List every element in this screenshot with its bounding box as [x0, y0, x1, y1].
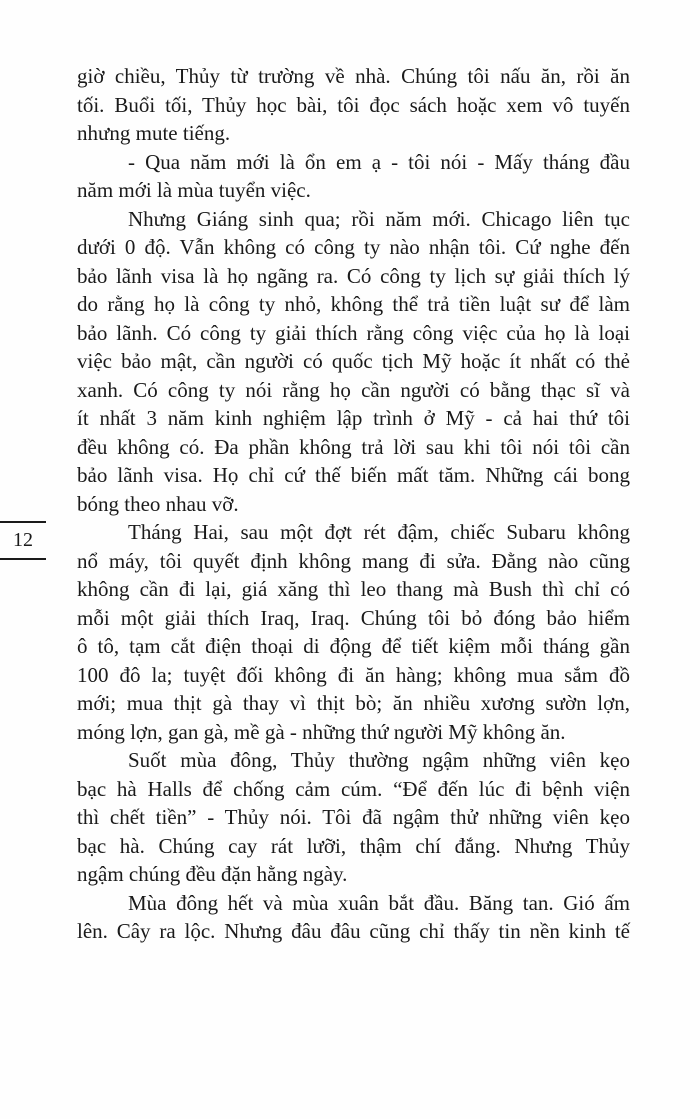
text-line: nổ máy, tôi quyết định không mang đi sửa. Đằng nào cũng [77, 548, 630, 573]
text-line: bạc hà. Chúng cay rát lưỡi, thậm chí đắng. Nhưng Thủy [77, 833, 630, 858]
text-line: bảo lãnh. Có công ty giải thích rằng công việc của họ là loại [77, 320, 630, 345]
text-line: xanh. Có công ty nói rằng họ cần người có bằng thạc sĩ và [77, 377, 630, 402]
page-number-bottom-rule [0, 558, 46, 560]
text-line: giờ chiều, Thủy từ trường về nhà. Chúng tôi nấu ăn, rồi ăn [77, 64, 630, 88]
text-line: dưới 0 độ. Vẫn không có công ty nào nhận tôi. Cứ nghe đến [77, 235, 630, 259]
paragraph-first-line: Mùa đông hết và mùa xuân bắt đầu. Băng tan. Gió ấm [128, 890, 630, 915]
text-line: năm mới là mùa tuyển việc. [77, 178, 311, 202]
text-line: ô tô, tạm cắt điện thoại di động để tiết kiệm mỗi tháng gần [77, 634, 630, 658]
text-line: do rằng họ là công ty nhỏ, không thể trả tiền luật sư để làm [77, 292, 630, 316]
text-line: thì chết tiền” - Thủy nói. Tôi đã ngậm thử những viên kẹo [77, 805, 630, 829]
page-number: 12 [13, 529, 33, 551]
paragraph-first-line: Tháng Hai, sau một đợt rét đậm, chiếc Subaru không [128, 520, 630, 544]
paragraph-first-line: - Qua năm mới là ổn em ạ - tôi nói - Mấy tháng đầu [128, 149, 630, 174]
text-line: mới; mua thịt gà thay vì thịt bò; ăn nhiều xương sườn lợn, [77, 691, 630, 715]
paragraph-first-line: Suốt mùa đông, Thủy thường ngậm những viên kẹo [128, 748, 630, 772]
text-line: tối. Buổi tối, Thủy học bài, tôi đọc sách hoặc xem vô tuyến [77, 92, 630, 117]
text-line: bảo lãnh visa là họ ngãng ra. Có công ty lịch sự giải thích lý [77, 263, 630, 288]
text-line: ít nhất 3 năm kinh nghiệm lập trình ở Mỹ - cả hai thứ tôi [77, 406, 630, 430]
text-line: lên. Cây ra lộc. Nhưng đâu đâu cũng chỉ thấy tin nền kinh tế [77, 919, 630, 943]
text-line: nhưng mute tiếng. [77, 121, 231, 145]
text-line: bảo lãnh visa. Họ chỉ cứ thế biến mất tăm. Những cái bong [77, 463, 630, 487]
text-line: không cần đi lại, giá xăng thì leo thang mà Bush thì chỉ có [77, 577, 630, 601]
text-line: móng lợn, gan gà, mề gà - những thứ người Mỹ không ăn. [77, 719, 566, 744]
text-line: bóng theo nhau vỡ. [77, 491, 239, 516]
text-line: mỗi một giải thích Iraq, Iraq. Chúng tôi bỏ đóng bảo hiểm [77, 605, 630, 630]
text-line: bạc hà Halls để chống cảm cúm. “Để đến lúc đi bệnh viện [77, 776, 630, 801]
page-number-marker [0, 521, 46, 559]
paragraph-first-line: Nhưng Giáng sinh qua; rồi năm mới. Chicago liên tục [128, 206, 630, 231]
text-line: 100 đô la; tuyệt đối không đi ăn hàng; không mua sắm đồ [77, 662, 630, 687]
text-line: ngậm chúng đều đặn hằng ngày. [77, 862, 348, 886]
text-line: đều không có. Đa phần không trả lời sau khi tôi nói tôi cần [77, 434, 630, 459]
page-number-top-rule [0, 521, 46, 523]
text-line: việc bảo mật, cần người có quốc tịch Mỹ hoặc ít nhất có thẻ [77, 349, 630, 373]
body-text [77, 62, 630, 946]
